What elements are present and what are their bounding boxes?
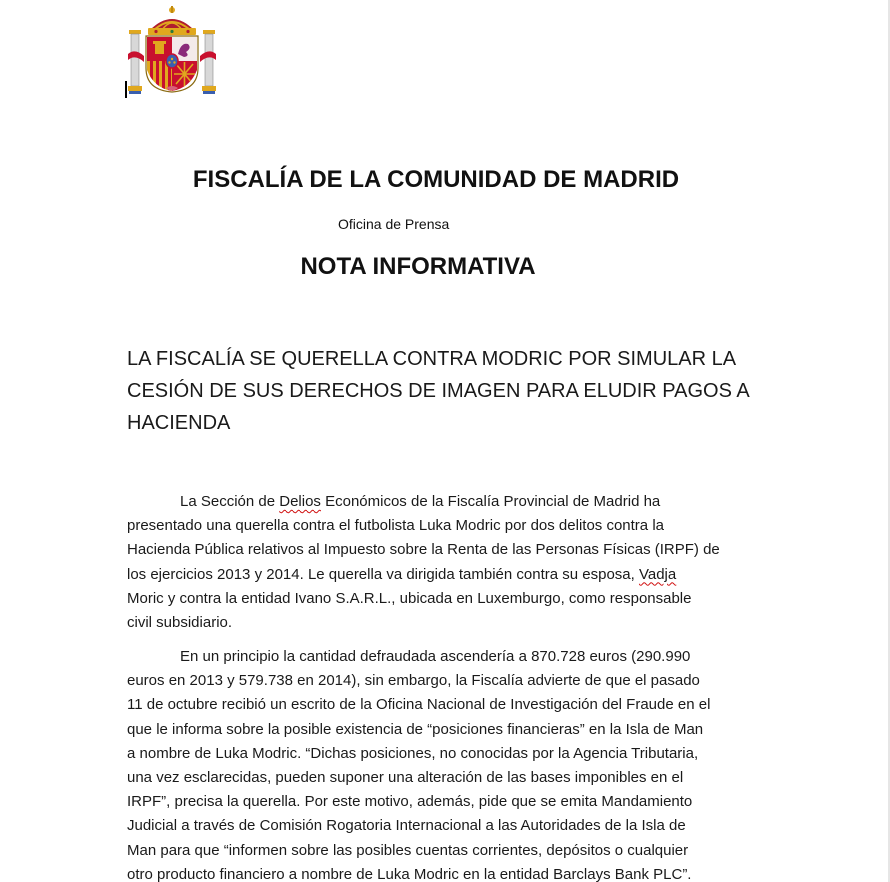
misspelled-word[interactable]: Delios <box>279 493 321 510</box>
headline-line: CESIÓN DE SUS DERECHOS DE IMAGEN PARA ELUDIR PAGOS A <box>127 380 750 402</box>
text-run: La Sección de <box>180 493 280 510</box>
paragraph-line: civil subsidiario. <box>127 614 233 632</box>
shield-icon <box>146 36 198 92</box>
paragraph-line: Man para que “informen sobre las posibles cuentas corrientes, depósitos o cualquier <box>127 841 689 859</box>
text-cursor <box>125 81 127 98</box>
paragraph-line: Hacienda Pública relativos al Impuesto sobre la Renta de las Personas Físicas (IRPF) de <box>127 541 720 559</box>
left-pillar-icon <box>128 30 144 94</box>
text-run: Económicos de la Fiscalía Provincial de Madrid ha <box>320 493 661 510</box>
paragraph-line: presentado una querella contra el futbolista Luka Modric por dos delitos contra la <box>127 517 664 535</box>
paragraph-line: IRPF”, precisa la querella. Por este motivo, además, pide que se emita Mandamiento <box>127 793 693 811</box>
paragraph-line: En un principio la cantidad defraudada ascendería a 870.728 euros (290.990 <box>180 648 691 665</box>
headline-line: HACIENDA <box>127 412 231 434</box>
paragraph-line <box>127 563 787 587</box>
right-pillar-icon <box>200 30 216 94</box>
misspelled-word[interactable]: Vadja <box>638 565 677 583</box>
paragraph-line: euros en 2013 y 579.738 en 2014), sin embargo, la Fiscalía advierte de que el pasado <box>127 672 700 690</box>
paragraph-line <box>127 490 787 514</box>
paragraph-line: 11 de octubre recibió un escrito de la Oficina Nacional de Investigación del Fraude en el <box>127 696 711 714</box>
paragraph-line: que le informa sobre la posible existencia de “posiciones financieras” en la Isla de Man <box>127 720 704 738</box>
paragraph-line: Judicial a través de Comisión Rogatoria Internacional a las Autoridades de la Isla de <box>127 817 686 835</box>
spanish-coat-of-arms-icon <box>126 4 218 96</box>
paragraph-line: una vez esclarecidas, pueden suponer una alteración de las bases imponibles en el <box>127 769 684 787</box>
paragraph-line: otro producto financiero a nombre de Luka Modric en la entidad Barclays Bank PLC”. <box>127 865 692 882</box>
body-paragraph-1 <box>127 490 787 635</box>
paragraph-line: Moric y contra la entidad Ivano S.A.R.L., ubicada en Luxemburgo, como responsable <box>127 589 692 607</box>
document-type-heading: NOTA INFORMATIVA <box>300 253 536 280</box>
press-headline <box>127 343 787 439</box>
body-paragraph-2 <box>127 645 787 882</box>
office-label: Oficina de Prensa <box>338 216 450 232</box>
crown-icon <box>148 6 196 35</box>
institution-title: FISCALÍA DE LA COMUNIDAD DE MADRID <box>192 166 680 193</box>
headline-line: LA FISCALÍA SE QUERELLA CONTRA MODRIC POR SIMULAR LA <box>127 348 737 370</box>
paragraph-line: a nombre de Luka Modric. “Dichas posiciones, no conocidas por la Agencia Tributaria, <box>127 744 699 762</box>
text-run: los ejercicios 2013 y 2014. Le querella va dirigida también contra su esposa, <box>127 565 639 583</box>
